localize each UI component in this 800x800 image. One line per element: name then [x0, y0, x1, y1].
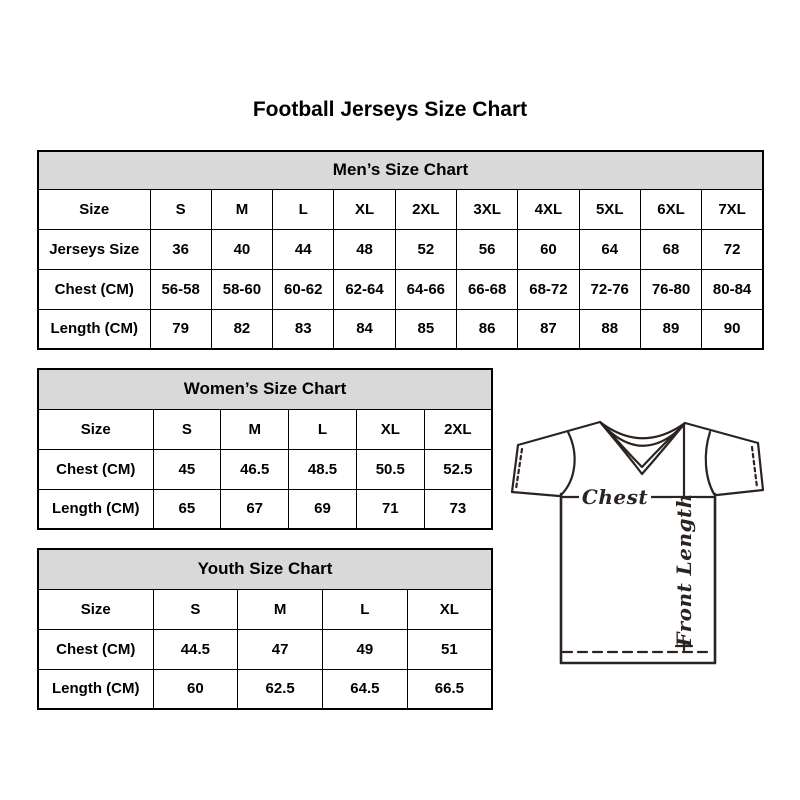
value-cell: 3XL [456, 189, 517, 229]
cuff-dashed-line-right [752, 447, 757, 487]
value-cell: 67 [221, 489, 289, 529]
value-cell: 2XL [424, 409, 492, 449]
row-label-cell: Jerseys Size [38, 229, 150, 269]
row-label-cell: Size [38, 189, 150, 229]
value-cell: 56-58 [150, 269, 211, 309]
row-label-cell: Length (CM) [38, 489, 153, 529]
value-cell: 64 [579, 229, 640, 269]
value-cell: 2XL [395, 189, 456, 229]
value-cell: 6XL [640, 189, 701, 229]
value-cell: 52 [395, 229, 456, 269]
value-cell: S [153, 409, 221, 449]
value-cell: 72 [702, 229, 763, 269]
value-cell: 83 [273, 309, 334, 349]
value-cell: 80-84 [702, 269, 763, 309]
value-cell: 66.5 [407, 669, 492, 709]
value-cell: L [289, 409, 357, 449]
chest-label: Chest [581, 485, 649, 509]
value-cell: 5XL [579, 189, 640, 229]
value-cell: 48.5 [289, 449, 357, 489]
value-cell: 45 [153, 449, 221, 489]
value-cell: 64.5 [323, 669, 408, 709]
table-title-row [38, 369, 492, 409]
page-title: Football Jerseys Size Chart [252, 98, 528, 121]
table-row [38, 229, 763, 269]
value-cell: 46.5 [221, 449, 289, 489]
value-cell: XL [407, 589, 492, 629]
value-cell: 60 [153, 669, 238, 709]
value-cell: 79 [150, 309, 211, 349]
table-row [38, 629, 492, 669]
value-cell: 87 [518, 309, 579, 349]
womens-size-table [37, 368, 493, 530]
table-row [38, 309, 763, 349]
table-row [38, 669, 492, 709]
table-row [38, 589, 492, 629]
row-label-cell: Chest (CM) [38, 629, 153, 669]
value-cell: 49 [323, 629, 408, 669]
value-cell: 84 [334, 309, 395, 349]
value-cell: 76-80 [640, 269, 701, 309]
value-cell: XL [356, 409, 424, 449]
table-title-row [38, 151, 763, 189]
value-cell: 36 [150, 229, 211, 269]
jersey-right-sleeve-outline [717, 443, 763, 495]
jersey-right-armhole-seam [706, 432, 714, 494]
value-cell: 48 [334, 229, 395, 269]
value-cell: 88 [579, 309, 640, 349]
value-cell: S [150, 189, 211, 229]
value-cell: 72-76 [579, 269, 640, 309]
mens-table-body [38, 189, 763, 349]
value-cell: 89 [640, 309, 701, 349]
table-row [38, 269, 763, 309]
value-cell: 82 [211, 309, 272, 349]
table-title-row [38, 549, 492, 589]
value-cell: 64-66 [395, 269, 456, 309]
value-cell: 60-62 [273, 269, 334, 309]
value-cell: 56 [456, 229, 517, 269]
table-row [38, 449, 492, 489]
row-label-cell: Chest (CM) [38, 449, 153, 489]
value-cell: 44.5 [153, 629, 238, 669]
value-cell: 7XL [702, 189, 763, 229]
value-cell: 51 [407, 629, 492, 669]
value-cell: 62.5 [238, 669, 323, 709]
row-label-cell: Length (CM) [38, 309, 150, 349]
mens-size-table [37, 150, 764, 350]
value-cell: 44 [273, 229, 334, 269]
jersey-left-shoulder-line [518, 422, 600, 445]
row-label-cell: Size [38, 409, 153, 449]
table-row [38, 189, 763, 229]
value-cell: L [323, 589, 408, 629]
value-cell: S [153, 589, 238, 629]
row-label-cell: Chest (CM) [38, 269, 150, 309]
value-cell: 68-72 [518, 269, 579, 309]
value-cell: 47 [238, 629, 323, 669]
value-cell: 52.5 [424, 449, 492, 489]
value-cell: M [211, 189, 272, 229]
value-cell: 65 [153, 489, 221, 529]
value-cell: 69 [289, 489, 357, 529]
value-cell: 60 [518, 229, 579, 269]
value-cell: 85 [395, 309, 456, 349]
value-cell: 71 [356, 489, 424, 529]
value-cell: 86 [456, 309, 517, 349]
value-cell: 40 [211, 229, 272, 269]
womens-table-body [38, 409, 492, 529]
jersey-measurement-diagram [505, 398, 775, 683]
mens-table-title: Men’s Size Chart [38, 151, 763, 189]
row-label-cell: Length (CM) [38, 669, 153, 709]
youth-table-body [38, 589, 492, 709]
value-cell: 50.5 [356, 449, 424, 489]
youth-size-table [37, 548, 493, 710]
jersey-right-shoulder-line [685, 423, 758, 443]
womens-table-title: Women’s Size Chart [38, 369, 492, 409]
youth-table-title: Youth Size Chart [38, 549, 492, 589]
value-cell: L [273, 189, 334, 229]
value-cell: 58-60 [211, 269, 272, 309]
table-row [38, 489, 492, 529]
value-cell: 68 [640, 229, 701, 269]
value-cell: XL [334, 189, 395, 229]
row-label-cell: Size [38, 589, 153, 629]
value-cell: 62-64 [334, 269, 395, 309]
value-cell: 90 [702, 309, 763, 349]
front-length-label: Front Length [672, 493, 696, 647]
value-cell: 4XL [518, 189, 579, 229]
value-cell: M [238, 589, 323, 629]
value-cell: 66-68 [456, 269, 517, 309]
value-cell: 73 [424, 489, 492, 529]
value-cell: M [221, 409, 289, 449]
jersey-left-armhole-seam [561, 432, 575, 495]
table-row [38, 409, 492, 449]
collar-back-arc-inner [603, 425, 683, 446]
